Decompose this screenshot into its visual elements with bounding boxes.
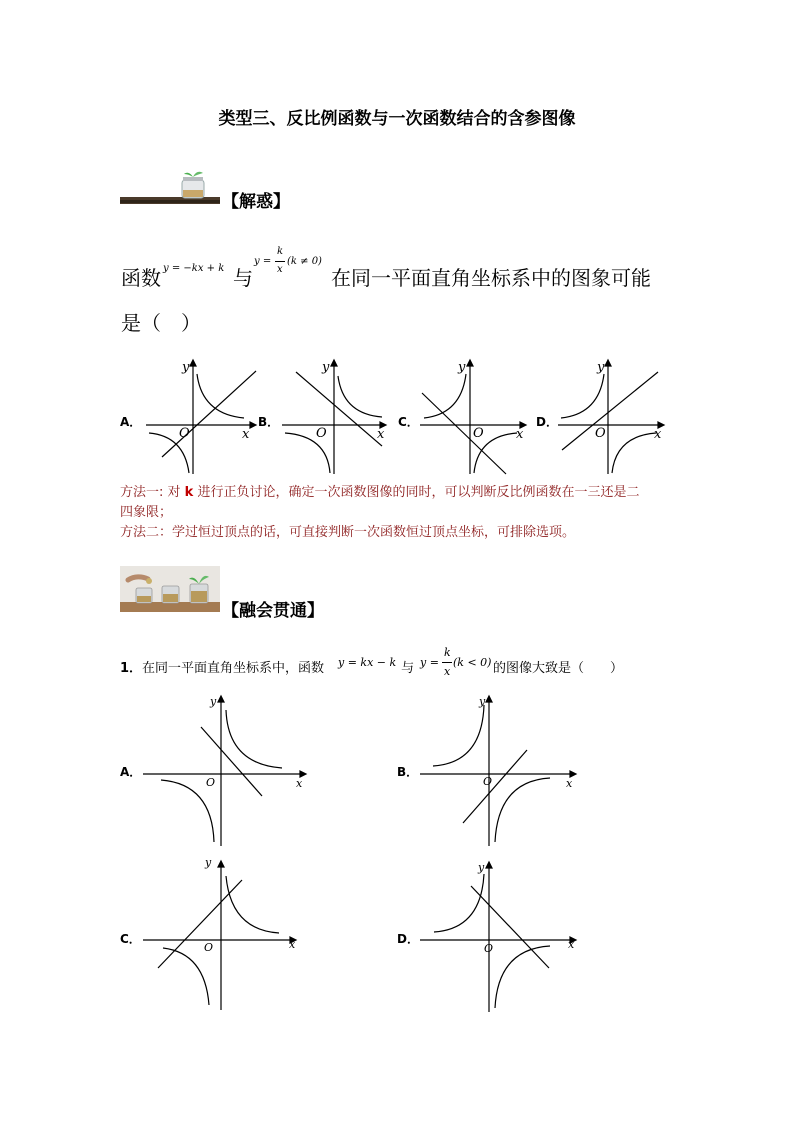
q1-graph-b-y-arrow [486,696,492,702]
method-one-cont: 四象限； [120,505,173,520]
q1-graph-c-hyperbola-2 [163,948,209,1005]
q1-option-a-label: A． [120,765,142,779]
q1-number: 1． [120,661,143,676]
q1-graph-d-y-arrow [486,862,492,868]
example-line2: 是（ ） [121,311,201,335]
q1-text-a: 在同一平面直角坐标系中，函数 [142,661,325,676]
q1-graph-b-y-label: y [479,695,486,708]
q1-graph-c-origin: O [204,941,214,954]
q1-graph-b-x-label: x [566,777,573,790]
q1-graph-b-hyperbola-2 [495,778,550,842]
q1-option-d-label: D． [397,932,419,946]
q1-graph-d-x-label: x [568,938,575,951]
graph-d-y-label: y [597,360,605,375]
graph-a-y-label: y [182,360,190,375]
q1-graph-c-y-label: y [205,856,212,869]
q1-graph-a-x-label: x [296,777,303,790]
graph-b-origin: O [316,426,327,441]
q1-func2-den: x [444,665,451,678]
q1-graph-c-x-label: x [289,938,296,951]
option-b-label: B． [258,415,280,429]
example-func2-left: y = [254,256,272,267]
example-func2-cond: (k ≠ 0) [287,256,322,267]
method-one-b: 进行正负讨论，确定一次函数图像的同时，可以判断反比例函数在一三还是二 [193,485,640,500]
example-func1: y = −kx + k [163,263,225,274]
q1-graph-d-line [471,886,549,968]
q1-graph-b-hyperbola-1 [433,705,484,766]
example-func2-num: k [277,246,284,257]
option-c-label: C． [398,415,419,429]
method-one-a: 方法一: 对 [120,485,185,500]
q1-graph-c-line [158,880,242,968]
example-func2-den: x [277,264,283,275]
q1-func1: y = kx − k [338,656,397,669]
example-suffix: 在同一平面直角坐标系中的图象可能 [331,266,651,290]
q1-graph-a-hyperbola-2 [161,780,214,842]
q1-graph-d-origin: O [484,942,494,955]
q1-func2-cond: (k < 0) [453,656,492,669]
graph-c-origin: O [473,426,484,441]
example-prefix: 函数 [121,266,161,290]
graph-a-origin: O [179,426,190,441]
q1-graph-c-y-arrow [218,861,224,867]
graph-d-x-label: x [654,427,662,442]
option-d-label: D． [536,415,558,429]
q1-func2-left: y = [420,656,439,669]
section-label-jiehuo: 【解惑】 [222,192,290,212]
page-title: 类型三、反比例函数与一次函数结合的含参图像 [218,109,576,129]
q1-graph-a-y-arrow [218,696,224,702]
option-a-label: A． [120,415,142,429]
q1-graph-a-origin: O [206,776,216,789]
q1-text-b: 的图像大致是（ ） [493,661,624,676]
graph-d-origin: O [595,426,606,441]
q1-graph-c-hyperbola-1 [226,876,279,933]
q1-mid: 与 [397,661,419,676]
q1-graph-d-hyperbola-1 [434,874,484,932]
q1-graph-b-line [463,750,527,823]
q1-graph-a-hyperbola-1 [226,710,282,768]
q1-graph-b-origin: O [483,775,493,788]
graph-c-y-label: y [458,360,466,375]
method-one-k: k [184,485,194,500]
section-label-ronghui: 【融会贯通】 [222,601,324,621]
q1-option-b-label: B． [397,765,419,779]
method-two: 方法二：学过恒过顶点的话，可直接判断一次函数恒过顶点坐标，可排除选项。 [120,525,576,540]
q1-graph-d-hyperbola-2 [495,946,550,1008]
q1-func2-num: k [444,646,451,659]
graph-b-y-label: y [322,360,330,375]
example-mid: 与 [233,266,253,290]
q1-option-c-label: C． [120,932,141,946]
graph-c-x-label: x [516,427,524,442]
graph-b-x-label: x [377,427,385,442]
graph-a-x-label: x [242,427,250,442]
q1-graph-a-y-label: y [210,695,217,708]
q1-graph-d-y-label: y [478,861,485,874]
